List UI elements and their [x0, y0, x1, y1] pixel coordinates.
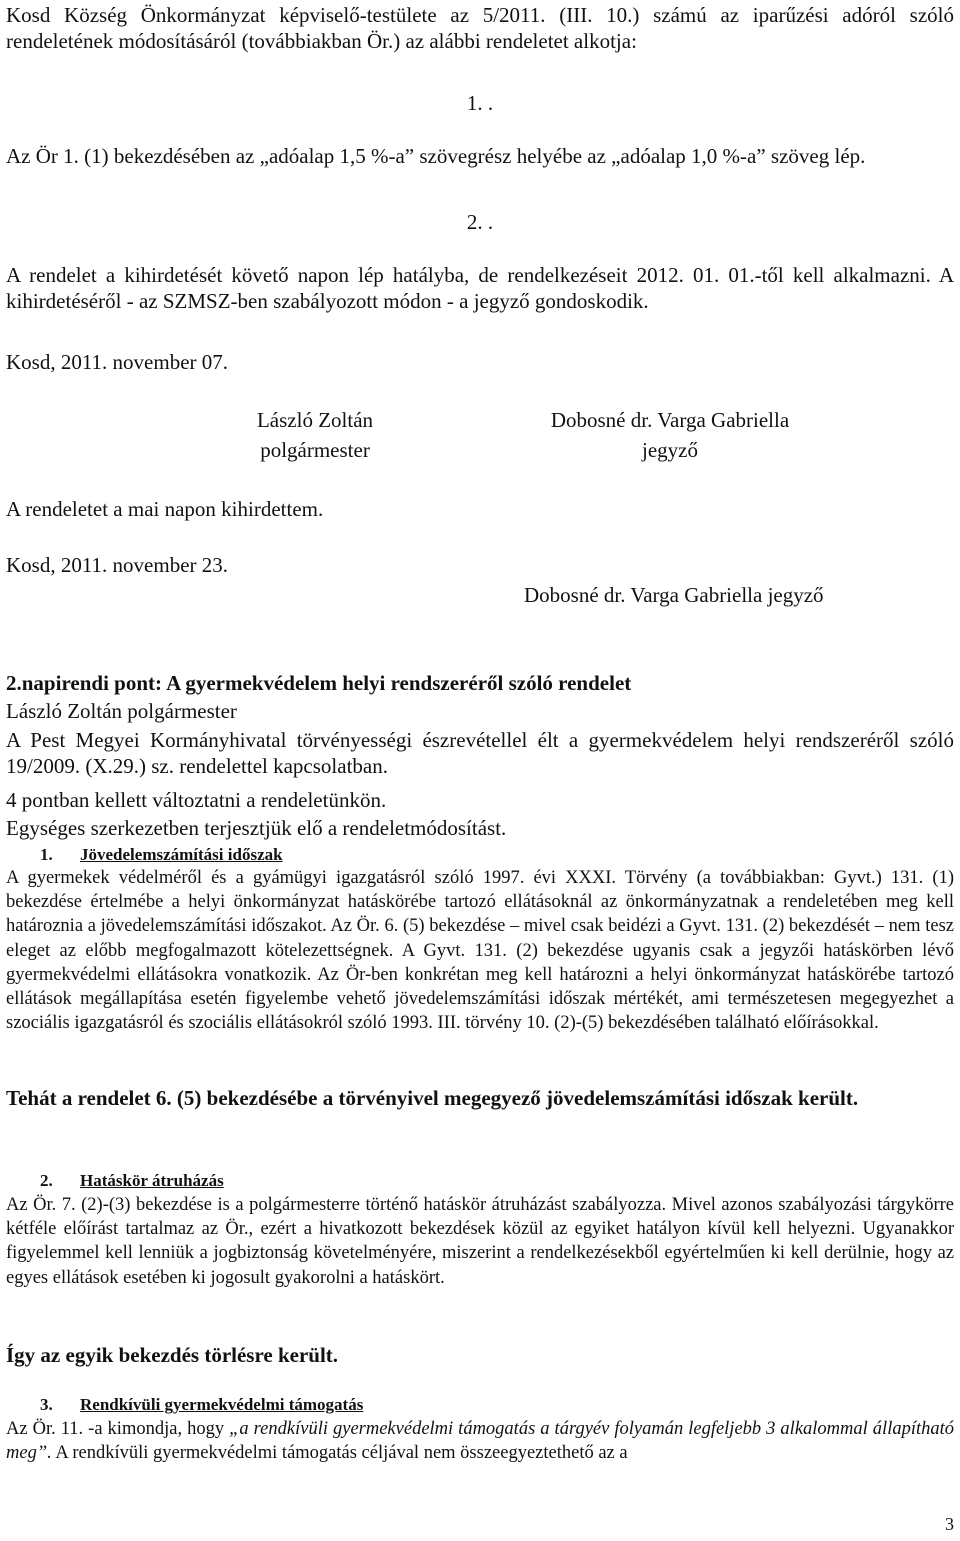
- item-3-quote: „a rendkívüli gyermekvédelmi támogatás a tárgyév folyamán legfeljebb 3 alkalommal állapítható meg”.: [6, 1419, 954, 1464]
- intro-paragraph: Kosd Község Önkormányzat képviselő-testülete az 5/2011. (III. 10.) számú az iparűzési adóról szóló rendeletének módosításáról (továbbiakban Ör.) az alábbi rendeletet alkotja:: [6, 3, 954, 53]
- section-1-text: Az Ör 1. (1) bekezdésében az „adóalap 1,5 %-a” szövegrész helyébe az „adóalap 1,0 %-a” szöveg lép.: [6, 144, 866, 168]
- page-number: 3: [945, 1514, 954, 1534]
- item-1-number: 1.: [40, 845, 53, 864]
- item-1-conclusion: Tehát a rendelet 6. (5) bekezdésébe a törvényivel megegyező jövedelemszámítási időszak került.: [6, 1086, 859, 1110]
- signature-mayor: [200, 405, 430, 465]
- place-date-1: Kosd, 2011. november 07.: [6, 350, 229, 374]
- item-2-number: 2.: [40, 1171, 53, 1190]
- agenda-paragraph-2: 4 pontban kellett változtatni a rendeletünkön.: [6, 788, 387, 812]
- item-1-heading: [40, 844, 283, 866]
- agenda-paragraph-1: A Pest Megyei Kormányhivatal törvényességi észrevétellel élt a gyermekvédelem helyi rendszeréről szóló 19/2009. (X.29.) sz. rendelettel kapcsolatban.: [6, 728, 954, 778]
- item-1-title: Jövedelemszámítási időszak: [80, 845, 283, 864]
- item-2-title: Hatáskör átruházás: [80, 1171, 224, 1190]
- signature-mayor-name: László Zoltán: [256, 408, 374, 432]
- item-2-conclusion: Így az egyik bekezdés törlésre került.: [6, 1343, 339, 1367]
- item-3-title: Rendkívüli gyermekvédelmi támogatás: [80, 1395, 364, 1414]
- signature-mayor-title: polgármester: [260, 438, 370, 462]
- section-1-marker: 1. .: [466, 91, 494, 115]
- signature-notary-title: jegyző: [642, 438, 698, 462]
- item-2-heading: [40, 1170, 224, 1192]
- agenda-paragraph-3: Egységes szerkezetben terjesztjük elő a rendeletmódosítást.: [6, 816, 507, 840]
- place-date-2: Kosd, 2011. november 23.: [6, 553, 229, 577]
- item-3-text-a: Az Ör. 11. -a kimondja, hogy: [6, 1419, 230, 1439]
- agenda-speaker: László Zoltán polgármester: [6, 699, 237, 723]
- signature-notary: [515, 405, 825, 465]
- item-1-text: A gyermekek védelméről és a gyámügyi igazgatásról szóló 1997. évi XXXI. Törvény (a továbbiakban: Gyvt.) 131. (1) bekezdése értelmébe a helyi önkormányzat hatáskörébe tartozó ellátásoknál az önkormányzatnak a rendeletében meg kell határoznia a jövedelemszámítási időszakot. Az Ör. 6. (5) bekezdése – mivel csak beidézi a Gyvt. 131. (2) bekezdését – nem tesz eleget az előbb megfogalmazott kötelezettségnek. A Gyvt. 131. (2) bekezdése ugyanis csak a jegyzői hatáskörben lévő gyermekvédelmi ellátásokra vonatkozik. Az Ör-ben konkrétan meg kell határozni a helyi önkormányzat hatáskörébe tartozó ellátások megállapítása esetén figyelembe vehető jövedelemszámítási időszak mértékét, ami természetesen megegyezhet a szociális igazgatásról és szociális ellátásokról szóló 1993. III. törvény 10. (2)-(5) bekezdésében található előírásokkal.: [6, 868, 954, 1034]
- item-3-number: 3.: [40, 1395, 53, 1414]
- signature-notary-2: Dobosné dr. Varga Gabriella jegyző: [524, 583, 824, 607]
- announcement: A rendeletet a mai napon kihirdettem.: [6, 497, 324, 521]
- item-3-heading: [40, 1394, 363, 1416]
- section-2-marker: 2. .: [466, 210, 494, 234]
- section-2-text: A rendelet a kihirdetését követő napon lép hatályba, de rendelkezéseit 2012. 01. 01.-től kell alkalmazni. A kihirdetéséről - az SZMSZ-ben szabályozott módon - a jegyző gondoskodik.: [6, 263, 954, 313]
- item-3-text-b: A rendkívüli gyermekvédelmi támogatás céljával nem összeegyeztethető az a: [51, 1443, 628, 1464]
- item-3-text: [6, 1417, 954, 1465]
- item-2-text: Az Ör. 7. (2)-(3) bekezdése is a polgármesterre történő hatáskör átruházást szabályozza. Mivel azonos szabályozási tárgykörre kétféle előírást tartalmaz az Ör., ezért a hivatkozott bekezdések közül az egyiket hatályon kívül kell helyezni. Ugyanakkor figyelemmel kell lenniük a jogbiztonság követelményére, miszerint a rendelkezésekből egyértelműen ki kell derülnie, hogy az egyes ellátások esetében ki jogosult gyakorolni a hatáskört.: [6, 1195, 954, 1288]
- agenda-title: 2.napirendi pont: A gyermekvédelem helyi rendszeréről szóló rendelet: [6, 671, 632, 695]
- signature-notary-name: Dobosné dr. Varga Gabriella: [550, 408, 790, 432]
